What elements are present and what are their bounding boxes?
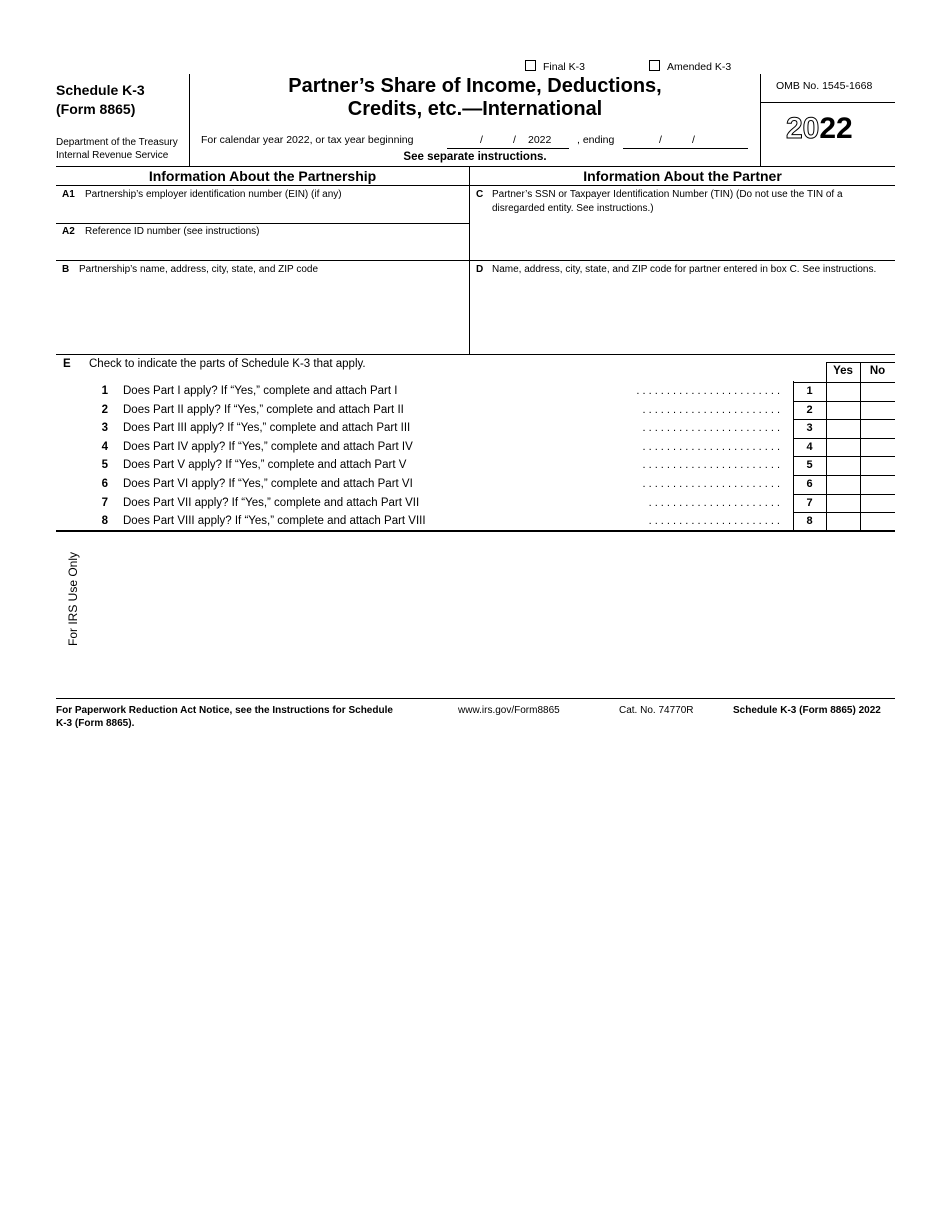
e-text: Check to indicate the parts of Schedule K-3 that apply. bbox=[89, 358, 366, 370]
row-divider bbox=[793, 382, 895, 383]
question-number: 7 bbox=[101, 496, 108, 509]
a2-text: Reference ID number (see instructions) bbox=[85, 226, 260, 237]
no-header: No bbox=[869, 365, 886, 377]
a2-label: A2 bbox=[62, 226, 75, 237]
question-text: Does Part V apply? If “Yes,” complete and attach Part V bbox=[123, 459, 407, 472]
no-checkbox[interactable] bbox=[861, 476, 894, 493]
no-checkbox[interactable] bbox=[861, 513, 894, 530]
question-number: 8 bbox=[101, 515, 108, 528]
form-number: (Form 8865) bbox=[56, 101, 136, 117]
amended-k3-checkbox[interactable] bbox=[649, 60, 660, 71]
yes-checkbox[interactable] bbox=[827, 402, 859, 419]
no-checkbox[interactable] bbox=[861, 420, 894, 437]
ending-label: , ending bbox=[577, 134, 615, 146]
e-label: E bbox=[63, 358, 71, 370]
form-url: www.irs.gov/Form8865 bbox=[458, 705, 560, 716]
form-title-line1: Partner’s Share of Income, Deductions, bbox=[288, 75, 662, 97]
leader-dots: . . . . . . . . . . . . . . . . . . . . . . . . bbox=[636, 385, 780, 397]
omb-number: OMB No. 1545-1668 bbox=[776, 80, 873, 92]
question-text: Does Part II apply? If “Yes,” complete and attach Part II bbox=[123, 403, 404, 416]
no-checkbox[interactable] bbox=[861, 402, 894, 419]
d-text: Name, address, city, state, and ZIP code for partner entered in box C. See instructions. bbox=[492, 264, 877, 275]
question-number: 2 bbox=[101, 403, 108, 416]
row-divider bbox=[793, 456, 895, 457]
leader-dots: . . . . . . . . . . . . . . . . . . . . . . bbox=[648, 515, 780, 528]
yes-checkbox[interactable] bbox=[827, 476, 859, 493]
irs-use-only: For IRS Use Only bbox=[66, 551, 80, 646]
yes-checkbox[interactable] bbox=[827, 513, 859, 530]
calendar-year-text: For calendar year 2022, or tax year beginning bbox=[201, 134, 414, 146]
catalog-number: Cat. No. 74770R bbox=[619, 705, 694, 716]
tax-year: 2022 bbox=[786, 112, 853, 145]
form-footer-id: Schedule K-3 (Form 8865) 2022 bbox=[733, 705, 881, 716]
line-box-number: 8 bbox=[806, 515, 813, 528]
no-checkbox[interactable] bbox=[861, 457, 894, 474]
row-divider bbox=[793, 475, 895, 476]
reference-id-field[interactable] bbox=[57, 238, 468, 259]
row-divider bbox=[793, 419, 895, 420]
paperwork-notice-line1: For Paperwork Reduction Act Notice, see the Instructions for Schedule bbox=[56, 705, 393, 716]
partner-tin-field[interactable] bbox=[471, 216, 894, 259]
question-number: 6 bbox=[101, 478, 108, 490]
c-text-line2: disregarded entity. See instructions.) bbox=[492, 203, 654, 214]
line-box-number: 4 bbox=[806, 440, 813, 453]
question-text: Does Part IV apply? If “Yes,” complete and attach Part IV bbox=[123, 440, 413, 453]
no-checkbox[interactable] bbox=[861, 383, 894, 400]
partner-heading: Information About the Partner bbox=[583, 168, 782, 184]
line-box-number: 5 bbox=[806, 459, 813, 472]
form-title-line2: Credits, etc.—International bbox=[347, 98, 603, 120]
question-text: Does Part VIII apply? If “Yes,” complete and attach Part VIII bbox=[123, 515, 426, 528]
yes-checkbox[interactable] bbox=[827, 383, 859, 400]
yes-checkbox[interactable] bbox=[827, 439, 859, 456]
end-slash-1: / bbox=[659, 134, 662, 146]
question-number: 4 bbox=[101, 440, 108, 453]
yes-checkbox[interactable] bbox=[827, 457, 859, 474]
agency: Internal Revenue Service bbox=[56, 150, 169, 161]
leader-dots: . . . . . . . . . . . . . . . . . . . . . . bbox=[648, 496, 780, 509]
row-divider bbox=[793, 494, 895, 495]
yes-checkbox[interactable] bbox=[827, 495, 859, 512]
no-checkbox[interactable] bbox=[861, 439, 894, 456]
question-text: Does Part I apply? If “Yes,” complete and attach Part I bbox=[123, 385, 398, 397]
begin-year: 2022 bbox=[528, 134, 552, 146]
ein-field[interactable] bbox=[57, 200, 468, 222]
question-text: Does Part VII apply? If “Yes,” complete and attach Part VII bbox=[123, 496, 420, 509]
no-checkbox[interactable] bbox=[861, 495, 894, 512]
partnership-heading: Information About the Partnership bbox=[148, 168, 377, 184]
line-box-number: 2 bbox=[806, 403, 813, 416]
department: Department of the Treasury bbox=[56, 137, 178, 148]
question-number: 5 bbox=[101, 459, 108, 472]
schedule-name: Schedule K-3 bbox=[56, 82, 145, 98]
row-divider bbox=[793, 401, 895, 402]
leader-dots: . . . . . . . . . . . . . . . . . . . . . . . bbox=[642, 440, 780, 453]
leader-dots: . . . . . . . . . . . . . . . . . . . . . . . bbox=[642, 459, 780, 472]
question-number: 1 bbox=[101, 385, 108, 397]
line-box-number: 3 bbox=[806, 422, 813, 435]
c-text-line1: Partner’s SSN or Taxpayer Identification Number (TIN) (Do not use the TIN of a bbox=[492, 189, 843, 200]
row-divider bbox=[793, 512, 895, 513]
partnership-address-field[interactable] bbox=[57, 277, 468, 353]
yes-header: Yes bbox=[833, 365, 853, 377]
d-label: D bbox=[476, 264, 484, 275]
leader-dots: . . . . . . . . . . . . . . . . . . . . . . . bbox=[642, 403, 780, 416]
line-box-number: 6 bbox=[806, 478, 813, 490]
final-k3-checkbox[interactable] bbox=[525, 60, 536, 71]
a1-label: A1 bbox=[62, 189, 75, 200]
paperwork-notice-line2: K-3 (Form 8865). bbox=[56, 718, 135, 729]
question-number: 3 bbox=[101, 422, 108, 435]
amended-k3-label: Amended K-3 bbox=[667, 61, 732, 73]
b-text: Partnership’s name, address, city, state, and ZIP code bbox=[79, 264, 319, 275]
b-label: B bbox=[62, 264, 70, 275]
leader-dots: . . . . . . . . . . . . . . . . . . . . . . . bbox=[642, 478, 780, 490]
see-instructions: See separate instructions. bbox=[403, 151, 547, 163]
begin-slash-1: / bbox=[480, 134, 483, 146]
a1-text: Partnership’s employer identification number (EIN) (if any) bbox=[85, 189, 342, 200]
line-box-number: 7 bbox=[806, 496, 813, 509]
row-divider bbox=[793, 438, 895, 439]
question-text: Does Part VI apply? If “Yes,” complete and attach Part VI bbox=[123, 478, 413, 490]
c-label: C bbox=[476, 189, 484, 200]
line-box-number: 1 bbox=[806, 385, 813, 397]
partner-address-field[interactable] bbox=[471, 277, 894, 353]
yes-checkbox[interactable] bbox=[827, 420, 859, 437]
end-slash-2: / bbox=[692, 134, 695, 146]
leader-dots: . . . . . . . . . . . . . . . . . . . . . . . bbox=[642, 422, 780, 435]
begin-slash-2: / bbox=[513, 134, 516, 146]
final-k3-label: Final K-3 bbox=[543, 61, 586, 73]
question-text: Does Part III apply? If “Yes,” complete and attach Part III bbox=[123, 422, 411, 435]
